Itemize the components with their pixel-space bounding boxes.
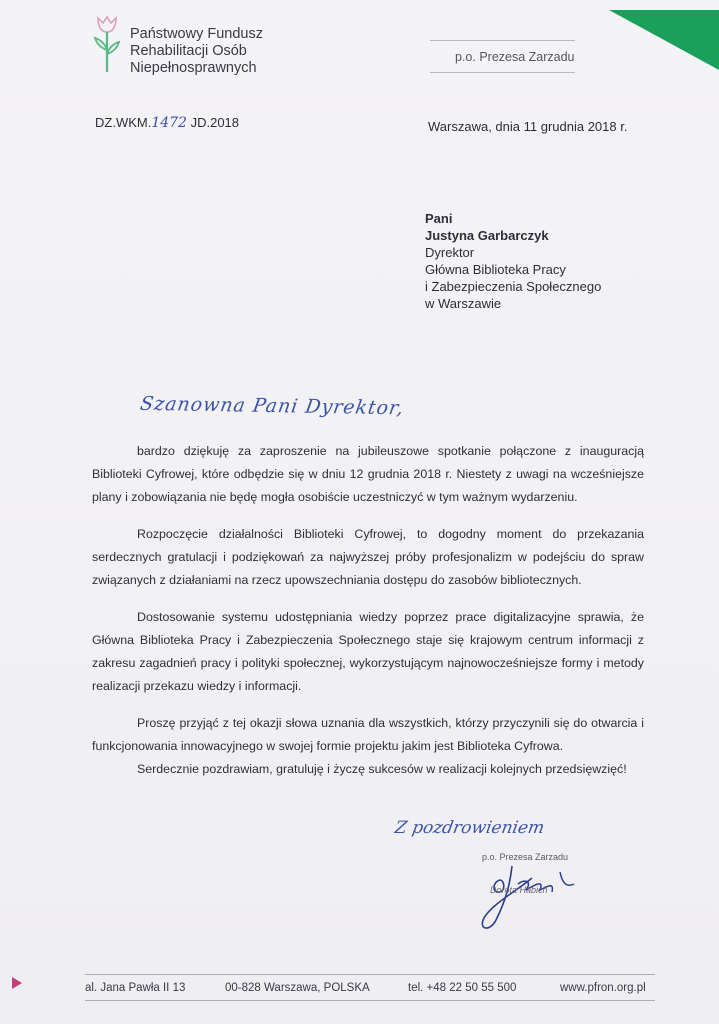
org-line-1: Państwowy Fundusz	[130, 26, 263, 42]
role-rule-top	[430, 40, 575, 41]
handwritten-salutation: Szanowna Pani Dyrektor,	[138, 392, 406, 420]
corner-green-triangle	[609, 0, 719, 70]
recipient-salute: Pani	[425, 211, 453, 226]
paragraph-3: Dostosowanie systemu udostępniania wiedzy poprzez prace digitalizacyjne sprawia, że Główna Biblioteka Pracy i Zabezpieczenia Społecznego staje się krajowym centrum informacji z zakresu zagadnień pracy i polityki społecznej, wykorzystującym najnowocześniejsze formy i metody realizacji przekazu wiedzy i informacji.	[92, 610, 644, 693]
paragraph-1: bardzo dziękuję za zaproszenie na jubileuszowe spotkanie połączone z inauguracją Biblioteki Cyfrowej, które odbędzie się w dniu 12 grudnia 2018 r. Niestety z uwagi na wcześniejsze plany i zobowiązania nie będę mogła osobiście uczestniczyć w tym ważnym wydarzeniu.	[92, 444, 644, 504]
recipient-org-2: i Zabezpieczenia Społecznego	[425, 279, 602, 294]
footer-rule-top	[85, 974, 655, 975]
recipient-title: Dyrektor	[425, 245, 475, 260]
role-rule-bottom	[430, 72, 575, 73]
footer-phone: tel. +48 22 50 55 500	[408, 982, 517, 994]
ref-prefix: DZ.WKM.	[95, 115, 152, 130]
org-line-3: Niepełnosprawnych	[130, 60, 257, 76]
footer-website-link[interactable]: www.pfron.org.pl	[560, 982, 646, 994]
ref-suffix: JD.2018	[190, 115, 240, 130]
org-line-2: Rehabilitacji Osób	[130, 43, 247, 59]
recipient-address	[425, 210, 601, 312]
signature-role: p.o. Prezesa Zarzadu	[482, 852, 569, 862]
recipient-city: w Warszawie	[425, 296, 502, 311]
letter-body	[92, 440, 644, 795]
reference-number	[95, 115, 239, 131]
recipient-name: Justyna Garbarczyk	[425, 228, 549, 243]
organization-name	[130, 26, 263, 77]
footer-address: al. Jana Pawła II 13	[85, 982, 186, 994]
signature-name: Dorota Habich	[490, 885, 548, 895]
paragraph-2: Rozpoczęcie działalności Biblioteki Cyfrowej, to dogodny moment do przekazania serdecznych gratulacji i podziękowań za najwyższej próby profesjonalizm w podejściu do spraw związanych z działaniami na rzecz upowszechniania dostępu do zasobów bibliotecznych.	[92, 527, 644, 587]
footer-pink-arrow-icon	[12, 977, 22, 989]
footer-rule-bottom	[85, 1000, 655, 1001]
handwritten-closing: Z pozdrowieniem	[393, 818, 546, 838]
letter-date: Warszawa, dnia 11 grudnia 2018 r.	[428, 119, 628, 134]
recipient-org-1: Główna Biblioteka Pracy	[425, 262, 566, 277]
paragraph-4: Proszę przyjąć z tej okazji słowa uznania dla wszystkich, którzy przyczynili się do otwarcia i funkcjonowania innowacyjnego w swojej formie projektu jakim jest Biblioteka Cyfrowa.	[92, 716, 644, 753]
paragraph-5: Serdecznie pozdrawiam, gratuluję i życzę sukcesów w realizacji kolejnych przedsięwzięć!	[137, 762, 627, 776]
ref-handwritten-number: 1472	[151, 115, 187, 131]
footer-postal: 00-828 Warszawa, POLSKA	[225, 982, 370, 994]
header-role: p.o. Prezesa Zarzadu	[455, 50, 575, 64]
pfron-tulip-logo-icon	[92, 14, 122, 74]
signature-scribble-icon	[470, 860, 600, 935]
